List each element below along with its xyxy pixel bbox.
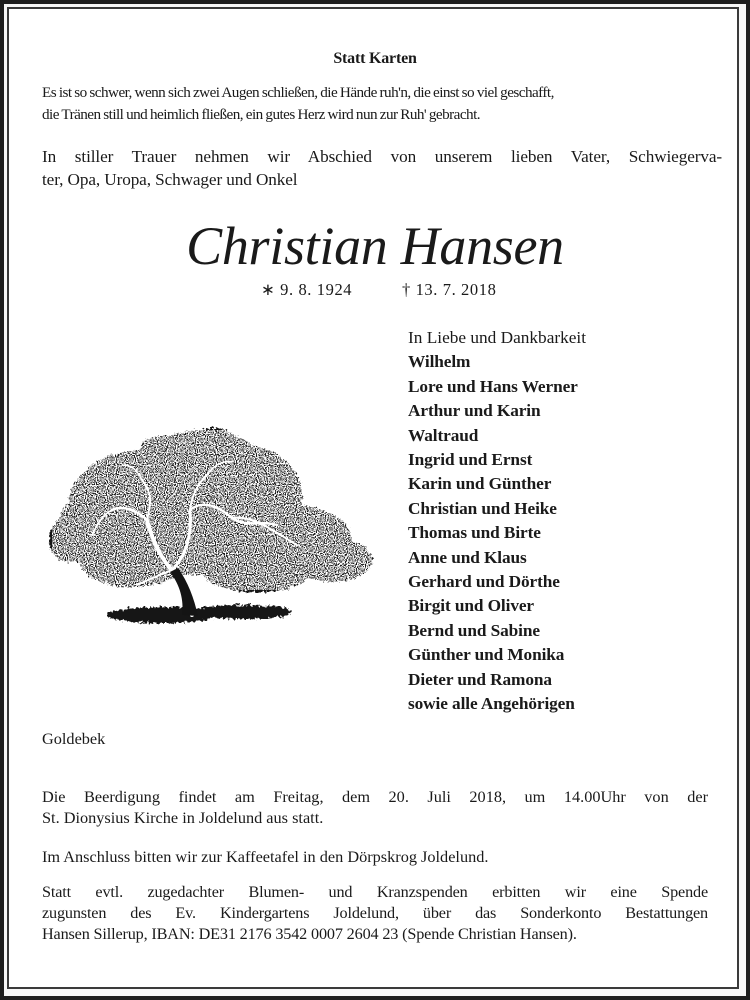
family-member: Thomas und Birte — [408, 523, 541, 543]
family-member: Gerhard und Dörthe — [408, 572, 560, 592]
family-member: Wilhelm — [408, 352, 471, 372]
family-member: Dieter und Ramona — [408, 669, 552, 689]
family-lead: In Liebe und Dankbarkeit — [408, 328, 587, 347]
poem-text — [42, 82, 722, 126]
donation-line-3: Hansen Sillerup, IBAN: DE31 2176 3542 0007 2604 23 (Spende Christian Hansen). — [42, 925, 577, 943]
family-member: Günther und Monika — [408, 645, 565, 665]
family-member: Lore und Hans Werner — [408, 376, 578, 396]
donation-text — [42, 882, 708, 945]
intro-line-2: ter, Opa, Uropa, Schwager und Onkel — [42, 170, 298, 189]
family-member: sowie alle Angehörigen — [408, 694, 575, 714]
family-member: Anne und Klaus — [408, 547, 527, 567]
funeral-text — [42, 786, 708, 828]
deceased-name: Christian Hansen — [186, 216, 564, 276]
notice-heading: Statt Karten — [333, 50, 417, 67]
family-member: Bernd und Sabine — [408, 620, 540, 640]
tree-icon — [42, 420, 382, 630]
donation-line-2: zugunsten des Ev. Kindergartens Joldelund, über das Sonderkonto Bestattungen — [42, 904, 708, 922]
coffee-text: Im Anschluss bitten wir zur Kaffeetafel in den Dörpskrog Joldelund. — [42, 847, 489, 866]
intro-line-1: In stiller Trauer nehmen wir Abschied von unserem lieben Vater, Schwiegerva- — [42, 147, 722, 166]
birth-date: ∗ 9. 8. 1924 — [261, 280, 353, 299]
funeral-line-2: St. Dionysius Kirche in Joldelund aus statt. — [42, 808, 324, 827]
death-date: † 13. 7. 2018 — [402, 280, 497, 299]
intro-text — [42, 145, 722, 191]
family-member: Birgit und Oliver — [408, 596, 534, 616]
family-member: Ingrid und Ernst — [408, 450, 533, 470]
family-member: Karin und Günther — [408, 474, 552, 494]
family-member: Arthur und Karin — [408, 401, 541, 421]
family-member: Waltraud — [408, 425, 479, 445]
family-list — [408, 326, 708, 717]
place-text: Goldebek — [42, 729, 106, 748]
funeral-line-1: Die Beerdigung findet am Freitag, dem 20. Juli 2018, um 14.00Uhr von der — [42, 787, 708, 806]
poem-line-1: Es ist so schwer, wenn sich zwei Augen schließen, die Hände ruh'n, die einst so viel geschafft, — [42, 84, 554, 101]
poem-line-2: die Tränen still und heimlich fließen, ein gutes Herz wird nun zur Ruh' gebracht. — [42, 106, 480, 123]
family-member: Christian und Heike — [408, 498, 557, 518]
donation-line-1: Statt evtl. zugedachter Blumen- und Kranzspenden erbitten wir eine Spende — [42, 883, 708, 901]
